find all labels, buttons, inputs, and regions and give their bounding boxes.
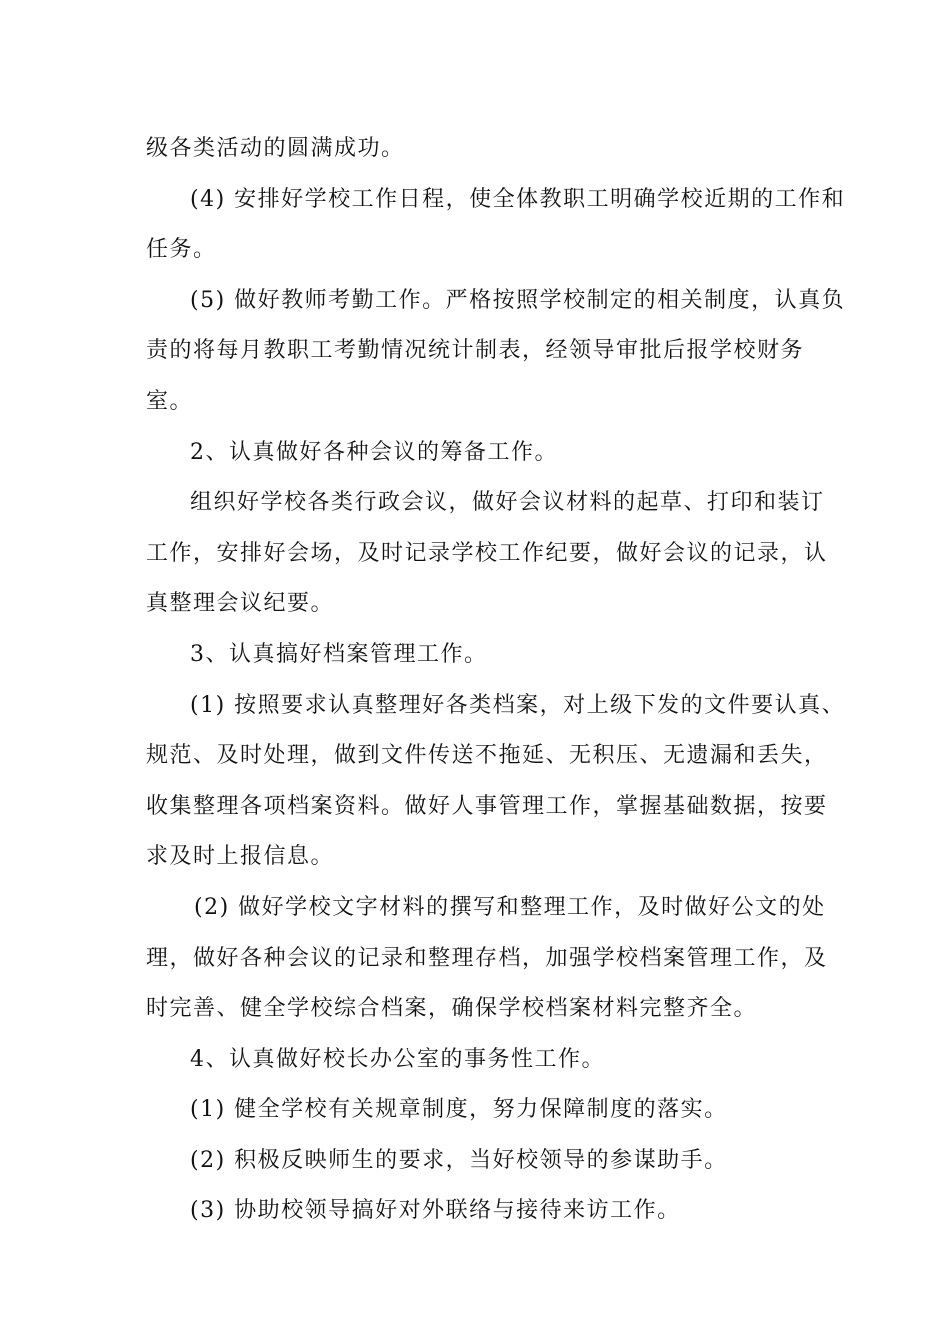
text-line: 规范、及时处理，做到文件传送不拖延、无积压、无遗漏和丢失， — [146, 743, 828, 769]
text-line: (5) 做好教师考勤工作。严格按照学校制定的相关制度，认真负 — [190, 287, 846, 313]
text-line: (4) 安排好学校工作日程，使全体教职工明确学校近期的工作和 — [190, 186, 846, 212]
text-line: 时完善、健全学校综合档案，确保学校档案材料完整齐全。 — [146, 996, 758, 1022]
text-line: 工作，安排好会场，及时记录学校工作纪要，做好会议的记录，认 — [146, 540, 828, 566]
text-line: 组织好学校各类行政会议，做好会议材料的起草、打印和装订 — [190, 490, 825, 516]
text-line: (1) 按照要求认真整理好各类档案，对上级下发的文件要认真、 — [190, 692, 846, 718]
text-line: (3) 协助校领导搞好对外联络与接待来访工作。 — [190, 1198, 681, 1224]
text-line: 真整理会议纪要。 — [146, 591, 335, 617]
text-line: (2) 做好学校文字材料的撰写和整理工作，及时做好公文的处 — [194, 894, 826, 920]
text-line: 室。 — [146, 388, 194, 414]
text-line: 求及时上报信息。 — [146, 844, 335, 870]
text-line: 2、认真做好各种会议的筹备工作。 — [190, 439, 558, 465]
text-line: (1) 健全学校有关规章制度，努力保障制度的落实。 — [190, 1097, 728, 1123]
text-line: 任务。 — [146, 237, 217, 263]
text-line: 责的将每月教职工考勤情况统计制表，经领导审批后报学校财务 — [146, 338, 805, 364]
document-body — [146, 124, 846, 1237]
text-line: 级各类活动的圆满成功。 — [146, 136, 405, 161]
text-line: 理，做好各种会议的记录和整理存档，加强学校档案管理工作，及 — [146, 945, 828, 971]
text-line: (2) 积极反映师生的要求，当好校领导的参谋助手。 — [190, 1147, 728, 1173]
text-line: 收集整理各项档案资料。做好人事管理工作，掌握基础数据，按要 — [146, 793, 828, 819]
text-line: 3、认真搞好档案管理工作。 — [190, 641, 488, 667]
text-line: 4、认真做好校长办公室的事务性工作。 — [190, 1046, 605, 1072]
